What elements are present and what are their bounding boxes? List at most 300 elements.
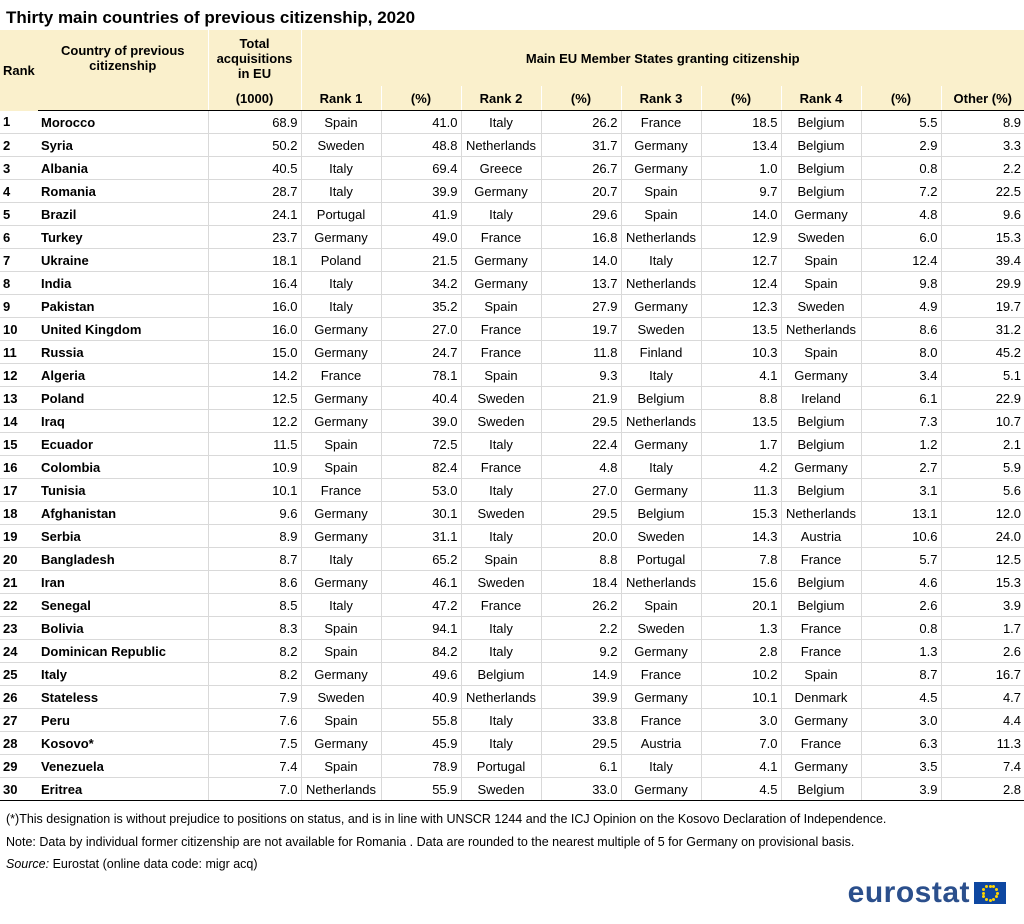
row-rank3-country: Spain <box>621 203 701 226</box>
row-rank1-pct: 24.7 <box>381 341 461 364</box>
row-rank4-pct: 7.3 <box>861 410 941 433</box>
row-country: Tunisia <box>38 479 208 502</box>
row-rank2-pct: 4.8 <box>541 456 621 479</box>
row-rank4-pct: 4.8 <box>861 203 941 226</box>
row-rank2-pct: 21.9 <box>541 387 621 410</box>
row-rank3-country: Netherlands <box>621 226 701 249</box>
row-rank1-country: Italy <box>301 548 381 571</box>
row-country: Ecuador <box>38 433 208 456</box>
row-rank3-country: Germany <box>621 295 701 318</box>
row-rank1-country: Germany <box>301 571 381 594</box>
row-country: Serbia <box>38 525 208 548</box>
row-rank: 17 <box>0 479 38 502</box>
row-rank1-country: Italy <box>301 594 381 617</box>
row-rank3-country: France <box>621 663 701 686</box>
row-rank2-country: Netherlands <box>461 134 541 157</box>
row-other-pct: 24.0 <box>941 525 1024 548</box>
row-rank3-country: Italy <box>621 249 701 272</box>
logo-text: eurostat <box>847 876 970 909</box>
row-total: 15.0 <box>208 341 301 364</box>
row-country: Afghanistan <box>38 502 208 525</box>
row-total: 12.2 <box>208 410 301 433</box>
row-rank4-country: Sweden <box>781 226 861 249</box>
row-other-pct: 19.7 <box>941 295 1024 318</box>
row-rank3-pct: 10.1 <box>701 686 781 709</box>
row-rank2-country: Italy <box>461 640 541 663</box>
row-rank4-pct: 3.5 <box>861 755 941 778</box>
row-rank2-pct: 18.4 <box>541 571 621 594</box>
row-rank: 2 <box>0 134 38 157</box>
row-country: Iraq <box>38 410 208 433</box>
table-row <box>0 410 1024 433</box>
data-note: Note: Data by individual former citizenship are not available for Romania . Data are rounded to the nearest multiple of 5 for Germany on provisional basis. <box>6 834 855 849</box>
row-rank4-country: Netherlands <box>781 502 861 525</box>
row-other-pct: 22.5 <box>941 180 1024 203</box>
table-row <box>0 295 1024 318</box>
row-rank2-pct: 8.8 <box>541 548 621 571</box>
row-rank2-pct: 20.0 <box>541 525 621 548</box>
row-rank3-pct: 1.0 <box>701 157 781 180</box>
row-other-pct: 39.4 <box>941 249 1024 272</box>
eu-flag-icon <box>974 882 1006 904</box>
row-total: 18.1 <box>208 249 301 272</box>
row-rank3-pct: 11.3 <box>701 479 781 502</box>
row-rank2-pct: 33.0 <box>541 778 621 801</box>
row-country: Morocco <box>38 111 208 134</box>
row-rank2-country: France <box>461 226 541 249</box>
row-rank4-country: Germany <box>781 456 861 479</box>
row-rank3-country: Italy <box>621 755 701 778</box>
row-rank2-pct: 29.6 <box>541 203 621 226</box>
row-rank3-pct: 10.3 <box>701 341 781 364</box>
row-rank1-pct: 30.1 <box>381 502 461 525</box>
row-total: 8.3 <box>208 617 301 640</box>
row-other-pct: 2.8 <box>941 778 1024 801</box>
row-rank1-country: France <box>301 479 381 502</box>
row-rank4-pct: 5.7 <box>861 548 941 571</box>
row-rank2-country: Greece <box>461 157 541 180</box>
row-rank3-pct: 9.7 <box>701 180 781 203</box>
row-other-pct: 2.1 <box>941 433 1024 456</box>
row-rank4-country: France <box>781 640 861 663</box>
row-rank3-pct: 13.5 <box>701 318 781 341</box>
row-rank2-country: Italy <box>461 732 541 755</box>
row-rank2-country: Germany <box>461 249 541 272</box>
row-rank1-country: France <box>301 364 381 387</box>
table-body <box>0 111 1024 801</box>
row-rank3-country: Spain <box>621 180 701 203</box>
table-row <box>0 456 1024 479</box>
row-total: 12.5 <box>208 387 301 410</box>
row-rank1-pct: 82.4 <box>381 456 461 479</box>
row-rank2-country: Spain <box>461 364 541 387</box>
row-rank1-country: Spain <box>301 456 381 479</box>
row-total: 40.5 <box>208 157 301 180</box>
row-rank3-country: Netherlands <box>621 410 701 433</box>
row-rank3-pct: 7.8 <box>701 548 781 571</box>
row-rank2-pct: 22.4 <box>541 433 621 456</box>
header-main-eu-states: Main EU Member States granting citizenship <box>301 30 1024 86</box>
row-rank: 5 <box>0 203 38 226</box>
row-rank1-country: Germany <box>301 341 381 364</box>
row-rank3-pct: 4.1 <box>701 755 781 778</box>
row-rank2-pct: 6.1 <box>541 755 621 778</box>
row-rank: 27 <box>0 709 38 732</box>
table-row <box>0 180 1024 203</box>
row-other-pct: 4.4 <box>941 709 1024 732</box>
row-rank4-pct: 3.0 <box>861 709 941 732</box>
table-row <box>0 226 1024 249</box>
row-rank: 22 <box>0 594 38 617</box>
table-row <box>0 433 1024 456</box>
row-rank4-country: Belgium <box>781 111 861 134</box>
row-rank2-country: France <box>461 594 541 617</box>
row-rank2-pct: 13.7 <box>541 272 621 295</box>
row-rank2-pct: 26.2 <box>541 111 621 134</box>
row-rank4-country: Germany <box>781 755 861 778</box>
row-rank4-country: Belgium <box>781 157 861 180</box>
row-rank4-country: Sweden <box>781 295 861 318</box>
header-total-unit: (1000) <box>208 86 301 111</box>
row-rank: 11 <box>0 341 38 364</box>
row-rank1-pct: 41.9 <box>381 203 461 226</box>
row-rank4-pct: 4.5 <box>861 686 941 709</box>
row-total: 8.6 <box>208 571 301 594</box>
row-rank2-country: Italy <box>461 433 541 456</box>
row-rank1-pct: 41.0 <box>381 111 461 134</box>
row-total: 8.2 <box>208 640 301 663</box>
row-rank4-pct: 3.1 <box>861 479 941 502</box>
row-rank4-pct: 5.5 <box>861 111 941 134</box>
row-rank3-country: Germany <box>621 134 701 157</box>
row-rank4-country: Germany <box>781 709 861 732</box>
row-rank: 30 <box>0 778 38 801</box>
row-rank2-pct: 14.9 <box>541 663 621 686</box>
row-rank4-pct: 4.6 <box>861 571 941 594</box>
row-country: Peru <box>38 709 208 732</box>
row-rank1-pct: 35.2 <box>381 295 461 318</box>
row-rank3-country: Sweden <box>621 617 701 640</box>
row-other-pct: 45.2 <box>941 341 1024 364</box>
row-rank4-pct: 1.3 <box>861 640 941 663</box>
row-other-pct: 16.7 <box>941 663 1024 686</box>
row-rank3-pct: 15.6 <box>701 571 781 594</box>
row-rank2-pct: 9.3 <box>541 364 621 387</box>
row-rank1-country: Germany <box>301 410 381 433</box>
row-rank2-country: France <box>461 318 541 341</box>
row-rank2-country: Netherlands <box>461 686 541 709</box>
row-rank2-pct: 31.7 <box>541 134 621 157</box>
row-rank4-pct: 1.2 <box>861 433 941 456</box>
row-rank1-pct: 48.8 <box>381 134 461 157</box>
row-rank4-pct: 2.9 <box>861 134 941 157</box>
table-row <box>0 203 1024 226</box>
row-country: India <box>38 272 208 295</box>
row-country: United Kingdom <box>38 318 208 341</box>
row-rank: 19 <box>0 525 38 548</box>
header-rank4-pct: (%) <box>861 86 941 111</box>
row-other-pct: 3.3 <box>941 134 1024 157</box>
row-rank4-pct: 8.7 <box>861 663 941 686</box>
row-rank3-pct: 4.2 <box>701 456 781 479</box>
row-rank2-pct: 11.8 <box>541 341 621 364</box>
row-rank4-pct: 3.4 <box>861 364 941 387</box>
table-row <box>0 594 1024 617</box>
row-rank4-country: Spain <box>781 249 861 272</box>
row-country: Albania <box>38 157 208 180</box>
row-other-pct: 31.2 <box>941 318 1024 341</box>
row-other-pct: 2.6 <box>941 640 1024 663</box>
row-rank: 25 <box>0 663 38 686</box>
row-other-pct: 15.3 <box>941 571 1024 594</box>
row-rank2-pct: 16.8 <box>541 226 621 249</box>
row-rank4-pct: 7.2 <box>861 180 941 203</box>
table-row <box>0 525 1024 548</box>
header-rank1: Rank 1 <box>301 86 381 111</box>
row-other-pct: 5.6 <box>941 479 1024 502</box>
row-rank4-country: Belgium <box>781 594 861 617</box>
row-rank4-country: Belgium <box>781 433 861 456</box>
row-rank4-country: Belgium <box>781 180 861 203</box>
table-row <box>0 778 1024 801</box>
row-rank1-country: Poland <box>301 249 381 272</box>
row-rank1-country: Sweden <box>301 686 381 709</box>
row-rank: 3 <box>0 157 38 180</box>
row-other-pct: 12.5 <box>941 548 1024 571</box>
row-country: Poland <box>38 387 208 410</box>
row-rank: 29 <box>0 755 38 778</box>
row-rank2-pct: 33.8 <box>541 709 621 732</box>
row-country: Syria <box>38 134 208 157</box>
table-row <box>0 709 1024 732</box>
row-rank3-country: France <box>621 111 701 134</box>
header-country: Country of previous citizenship <box>38 30 208 86</box>
row-rank1-pct: 45.9 <box>381 732 461 755</box>
header-rank3-pct: (%) <box>701 86 781 111</box>
header-rank3: Rank 3 <box>621 86 701 111</box>
row-rank1-country: Spain <box>301 640 381 663</box>
row-rank4-pct: 8.6 <box>861 318 941 341</box>
row-rank3-pct: 4.1 <box>701 364 781 387</box>
row-rank1-country: Netherlands <box>301 778 381 801</box>
row-rank: 13 <box>0 387 38 410</box>
row-rank4-country: France <box>781 732 861 755</box>
row-rank1-pct: 84.2 <box>381 640 461 663</box>
header-rank2: Rank 2 <box>461 86 541 111</box>
row-rank4-pct: 12.4 <box>861 249 941 272</box>
row-total: 16.0 <box>208 318 301 341</box>
row-country: Colombia <box>38 456 208 479</box>
row-rank3-pct: 2.8 <box>701 640 781 663</box>
row-country: Eritrea <box>38 778 208 801</box>
row-rank2-pct: 26.2 <box>541 594 621 617</box>
row-rank4-country: Spain <box>781 663 861 686</box>
table-row <box>0 686 1024 709</box>
row-total: 8.9 <box>208 525 301 548</box>
row-rank2-country: Italy <box>461 709 541 732</box>
table-row <box>0 249 1024 272</box>
row-rank4-country: Belgium <box>781 410 861 433</box>
table-row <box>0 157 1024 180</box>
row-total: 7.4 <box>208 755 301 778</box>
row-rank4-country: Netherlands <box>781 318 861 341</box>
row-rank1-country: Italy <box>301 180 381 203</box>
row-country: Kosovo* <box>38 732 208 755</box>
row-rank1-country: Germany <box>301 502 381 525</box>
row-rank2-pct: 14.0 <box>541 249 621 272</box>
table-row <box>0 341 1024 364</box>
row-rank1-country: Portugal <box>301 203 381 226</box>
eurostat-logo <box>848 876 1006 910</box>
row-rank2-pct: 29.5 <box>541 732 621 755</box>
row-rank3-pct: 12.7 <box>701 249 781 272</box>
flag-star-icon <box>992 898 995 901</box>
row-rank2-pct: 29.5 <box>541 502 621 525</box>
row-country: Turkey <box>38 226 208 249</box>
row-rank3-pct: 13.4 <box>701 134 781 157</box>
row-rank4-country: Spain <box>781 341 861 364</box>
row-rank2-country: Italy <box>461 617 541 640</box>
header-total: Total acquisitions in EU <box>208 30 301 86</box>
row-rank3-country: Italy <box>621 456 701 479</box>
row-rank3-pct: 1.3 <box>701 617 781 640</box>
row-rank: 18 <box>0 502 38 525</box>
row-other-pct: 5.9 <box>941 456 1024 479</box>
row-rank3-country: Belgium <box>621 387 701 410</box>
kosovo-footnote: (*)This designation is without prejudice to positions on status, and is in line with UNSCR 1244 and the ICJ Opinion on the Kosovo Declaration of Independence. <box>6 812 887 826</box>
row-country: Iran <box>38 571 208 594</box>
row-rank4-country: Germany <box>781 203 861 226</box>
row-rank2-pct: 20.7 <box>541 180 621 203</box>
header-rank: Rank <box>0 30 38 111</box>
row-rank3-country: Germany <box>621 479 701 502</box>
row-total: 8.7 <box>208 548 301 571</box>
row-country: Pakistan <box>38 295 208 318</box>
row-rank: 10 <box>0 318 38 341</box>
row-country: Bolivia <box>38 617 208 640</box>
row-other-pct: 22.9 <box>941 387 1024 410</box>
row-total: 14.2 <box>208 364 301 387</box>
row-rank1-country: Germany <box>301 387 381 410</box>
row-rank4-country: Belgium <box>781 134 861 157</box>
row-rank3-pct: 10.2 <box>701 663 781 686</box>
row-total: 8.5 <box>208 594 301 617</box>
row-rank1-pct: 94.1 <box>381 617 461 640</box>
row-rank2-pct: 27.9 <box>541 295 621 318</box>
row-rank1-pct: 34.2 <box>381 272 461 295</box>
row-other-pct: 9.6 <box>941 203 1024 226</box>
header-country-blank <box>38 86 208 111</box>
row-rank1-pct: 69.4 <box>381 157 461 180</box>
row-rank2-pct: 26.7 <box>541 157 621 180</box>
row-rank4-pct: 10.6 <box>861 525 941 548</box>
row-rank: 26 <box>0 686 38 709</box>
row-rank2-country: Belgium <box>461 663 541 686</box>
row-country: Dominican Republic <box>38 640 208 663</box>
row-rank4-pct: 0.8 <box>861 617 941 640</box>
flag-star-icon <box>982 892 985 895</box>
row-rank1-pct: 55.8 <box>381 709 461 732</box>
row-total: 68.9 <box>208 111 301 134</box>
row-rank2-country: France <box>461 341 541 364</box>
row-rank4-pct: 3.9 <box>861 778 941 801</box>
row-rank3-country: Finland <box>621 341 701 364</box>
row-rank: 7 <box>0 249 38 272</box>
table-row <box>0 479 1024 502</box>
row-rank1-country: Germany <box>301 663 381 686</box>
row-rank: 8 <box>0 272 38 295</box>
flag-star-icon <box>995 895 998 898</box>
row-total: 24.1 <box>208 203 301 226</box>
flag-star-icon <box>985 898 988 901</box>
row-rank2-country: Italy <box>461 525 541 548</box>
row-rank1-country: Germany <box>301 525 381 548</box>
row-rank4-pct: 13.1 <box>861 502 941 525</box>
row-rank: 6 <box>0 226 38 249</box>
row-rank1-pct: 39.9 <box>381 180 461 203</box>
row-other-pct: 4.7 <box>941 686 1024 709</box>
row-rank1-pct: 49.0 <box>381 226 461 249</box>
row-country: Romania <box>38 180 208 203</box>
row-rank2-country: Sweden <box>461 571 541 594</box>
row-rank1-country: Germany <box>301 226 381 249</box>
row-rank4-country: Belgium <box>781 571 861 594</box>
row-rank4-country: Belgium <box>781 778 861 801</box>
table-row <box>0 111 1024 134</box>
flag-star-icon <box>982 888 985 891</box>
row-rank4-pct: 8.0 <box>861 341 941 364</box>
row-rank4-pct: 4.9 <box>861 295 941 318</box>
source-line <box>6 853 886 876</box>
row-rank1-country: Italy <box>301 272 381 295</box>
row-rank1-pct: 40.4 <box>381 387 461 410</box>
row-rank3-country: Portugal <box>621 548 701 571</box>
row-rank: 24 <box>0 640 38 663</box>
row-total: 7.5 <box>208 732 301 755</box>
row-rank1-pct: 49.6 <box>381 663 461 686</box>
row-total: 7.6 <box>208 709 301 732</box>
row-rank4-pct: 6.3 <box>861 732 941 755</box>
row-rank3-country: Netherlands <box>621 571 701 594</box>
row-rank2-country: Portugal <box>461 755 541 778</box>
source-text: Eurostat (online data code: migr acq) <box>49 857 258 871</box>
flag-star-icon <box>989 899 992 902</box>
row-rank3-pct: 12.4 <box>701 272 781 295</box>
row-rank1-pct: 40.9 <box>381 686 461 709</box>
row-rank: 16 <box>0 456 38 479</box>
table-row <box>0 755 1024 778</box>
row-rank2-country: Spain <box>461 295 541 318</box>
row-country: Venezuela <box>38 755 208 778</box>
row-rank1-country: Italy <box>301 157 381 180</box>
row-rank3-country: Germany <box>621 640 701 663</box>
row-rank: 1 <box>0 111 38 134</box>
table-row <box>0 502 1024 525</box>
row-other-pct: 7.4 <box>941 755 1024 778</box>
row-country: Bangladesh <box>38 548 208 571</box>
row-total: 10.1 <box>208 479 301 502</box>
row-country: Russia <box>38 341 208 364</box>
row-other-pct: 5.1 <box>941 364 1024 387</box>
row-rank3-country: France <box>621 709 701 732</box>
row-total: 11.5 <box>208 433 301 456</box>
row-total: 23.7 <box>208 226 301 249</box>
row-rank1-pct: 39.0 <box>381 410 461 433</box>
row-rank1-country: Spain <box>301 755 381 778</box>
row-total: 16.4 <box>208 272 301 295</box>
row-rank4-pct: 6.1 <box>861 387 941 410</box>
row-rank4-country: Ireland <box>781 387 861 410</box>
